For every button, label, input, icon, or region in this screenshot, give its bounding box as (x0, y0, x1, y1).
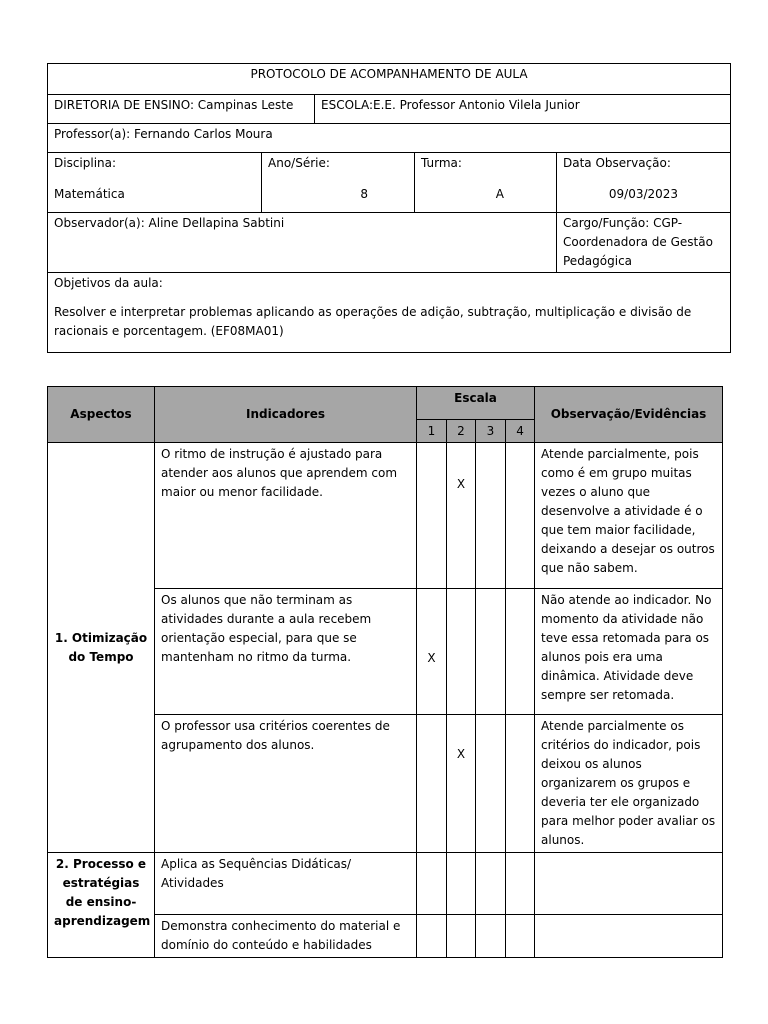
header-table (47, 63, 731, 353)
scale-cell (506, 443, 535, 589)
aspect-otimizacao-tempo: 1. Otimização do Tempo (48, 443, 155, 853)
observador-field: Observador(a): Aline Dellapina Sabtini (48, 213, 557, 273)
scale-cell (506, 715, 535, 853)
professor-field: Professor(a): Fernando Carlos Moura (48, 124, 731, 153)
turma-label: Turma: (421, 156, 462, 170)
escola-field: ESCOLA:E.E. Professor Antonio Vilela Junior (315, 95, 731, 124)
observation-text (535, 915, 723, 958)
data-label: Data Observação: (563, 156, 671, 170)
scale-4: 4 (506, 420, 535, 443)
cargo-field: Cargo/Função: CGP- Coordenadora de Gestão Pedagógica (557, 213, 731, 273)
ano-label: Ano/Série: (268, 156, 330, 170)
scale-3: 3 (476, 420, 506, 443)
scale-cell (447, 589, 476, 715)
col-header-indicadores: Indicadores (155, 387, 417, 443)
indicator-text: Aplica as Sequências Didáticas/ Atividades (155, 853, 417, 915)
scale-cell (506, 915, 535, 958)
scale-cell (447, 915, 476, 958)
col-header-aspectos: Aspectos (48, 387, 155, 443)
observation-text: Não atende ao indicador. No momento da atividade não teve essa retomada para os alunos pois era uma dinâmica. Atividade deve sempre ser retomada. (535, 589, 723, 715)
observation-text: Atende parcialmente os critérios do indicador, pois deixou os alunos organizarem os grupos e deveria ter ele organizado para melhor poder avaliar os alunos. (535, 715, 723, 853)
scale-mark: X (417, 589, 447, 715)
aspect-processo-estrategias: 2. Processo e estratégias de ensino-aprendizagem (48, 853, 155, 958)
scale-cell (417, 915, 447, 958)
scale-cell (476, 715, 506, 853)
indicator-text: O ritmo de instrução é ajustado para atender aos alunos que aprendem com maior ou menor facilidade. (155, 443, 417, 589)
ano-value: 8 (360, 187, 368, 201)
turma-cell (415, 153, 557, 213)
scale-mark: X (447, 715, 476, 853)
indicator-text: Demonstra conhecimento do material e domínio do conteúdo e habilidades (155, 915, 417, 958)
scale-cell (476, 853, 506, 915)
scale-cell (417, 715, 447, 853)
scale-cell (506, 589, 535, 715)
col-header-observacao: Observação/Evidências (535, 387, 723, 443)
observation-text: Atende parcialmente, pois como é em grupo muitas vezes o aluno que desenvolve a atividade é o que tem maior facilidade, deixando a desejar os outros que não sabem. (535, 443, 723, 589)
indicator-text: O professor usa critérios coerentes de agrupamento dos alunos. (155, 715, 417, 853)
scale-1: 1 (417, 420, 447, 443)
scale-cell (417, 443, 447, 589)
objetivos-cell (48, 273, 731, 353)
scale-2: 2 (447, 420, 476, 443)
observation-text (535, 853, 723, 915)
scale-cell (476, 443, 506, 589)
ano-cell (262, 153, 415, 213)
turma-value: A (495, 187, 504, 201)
scale-cell (506, 853, 535, 915)
scale-cell (417, 853, 447, 915)
indicator-text: Os alunos que não terminam as atividades durante a aula recebem orientação especial, para que se mantenham no ritmo da turma. (155, 589, 417, 715)
scale-mark: X (447, 443, 476, 589)
scale-cell (476, 589, 506, 715)
objetivos-label: Objetivos da aula: (54, 276, 163, 290)
scale-cell (447, 853, 476, 915)
data-value: 09/03/2023 (608, 187, 679, 201)
diretoria-field: DIRETORIA DE ENSINO: Campinas Leste (48, 95, 315, 124)
data-cell (557, 153, 731, 213)
protocol-title: PROTOCOLO DE ACOMPANHAMENTO DE AULA (48, 64, 731, 95)
evaluation-table (47, 386, 723, 958)
table-row (48, 443, 723, 589)
objetivos-text: Resolver e interpretar problemas aplicando as operações de adição, subtração, multiplicação e divisão de racionais e porcentagem. (EF08MA01) (54, 305, 692, 338)
col-header-escala: Escala (417, 387, 535, 420)
table-row (48, 853, 723, 915)
disciplina-value: Matemática (54, 187, 125, 201)
disciplina-label: Disciplina: (54, 156, 117, 170)
scale-cell (476, 915, 506, 958)
disciplina-cell (48, 153, 262, 213)
